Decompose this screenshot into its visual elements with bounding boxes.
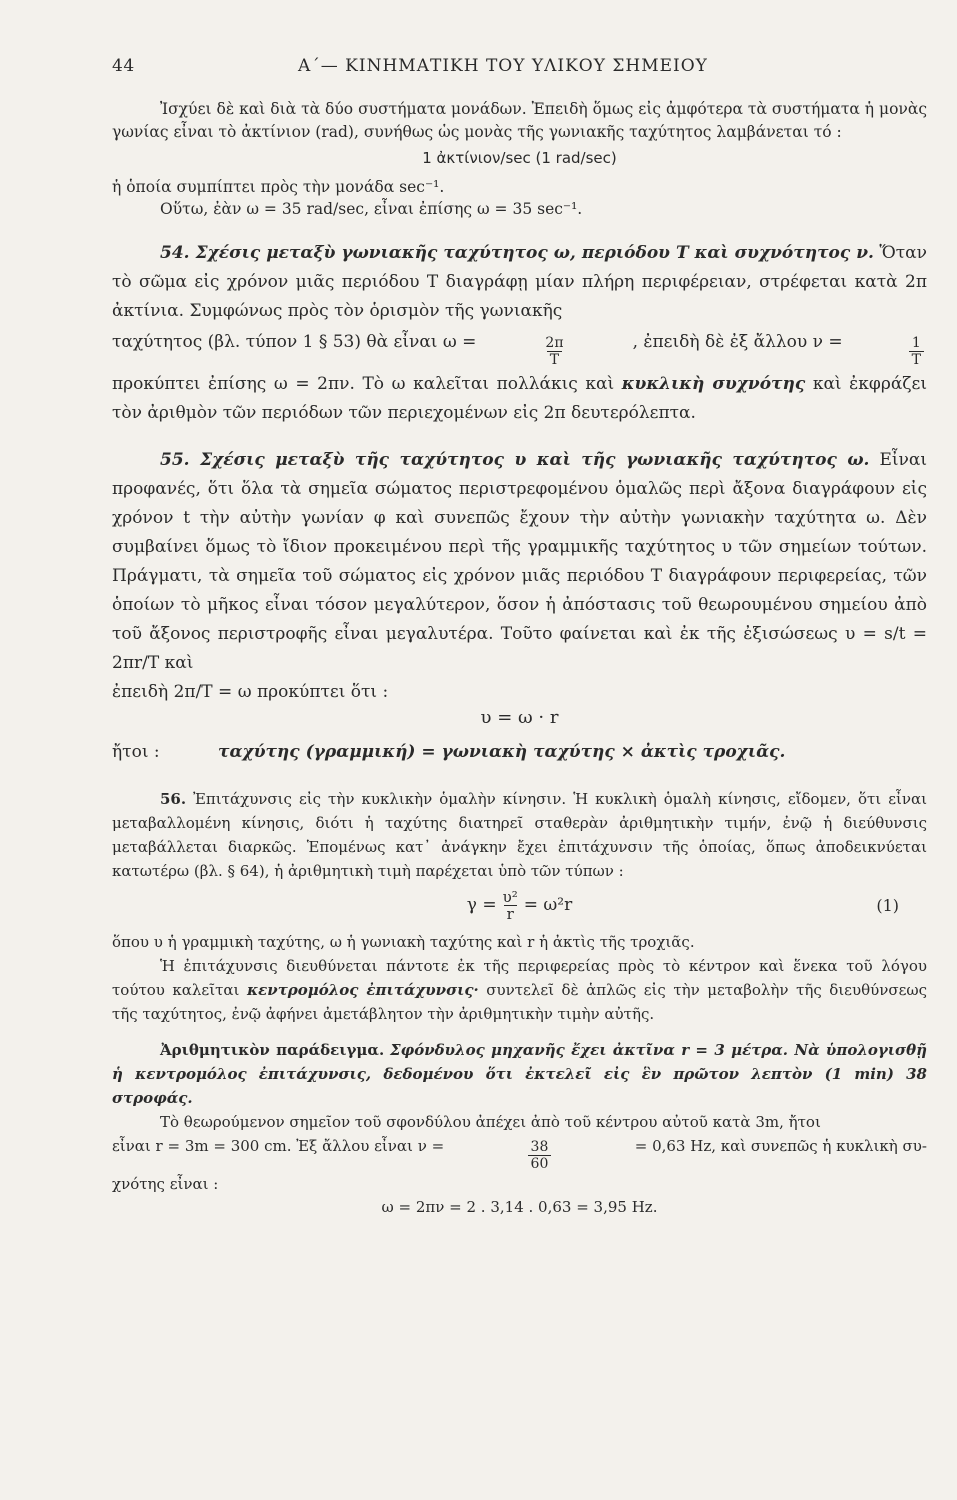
section-54 [112, 239, 927, 428]
acceleration-fraction [500, 889, 521, 922]
circular-frequency-term: κυκλικὴ συχνότης [621, 373, 806, 394]
fraction-numerator: υ² [502, 887, 518, 906]
formula-middle: , ἐπειδὴ δὲ ἐξ ἄλλου ν = [632, 331, 843, 352]
section-55-number: 55. [160, 449, 190, 470]
fraction-denominator: r [504, 905, 517, 922]
section-56-number: 56. [160, 789, 187, 808]
centripetal-term: κεντρομόλος ἐπιτάχυνσις· [246, 980, 479, 999]
rpm-fraction [528, 1139, 552, 1172]
velocity-rule-line [112, 738, 927, 767]
section-54-heading [160, 243, 874, 263]
acceleration-equation [112, 889, 927, 922]
fraction-numerator: 2π [545, 334, 564, 351]
htoi-label: ἤτοι : [112, 741, 160, 762]
formula-lead: ταχύτητος (βλ. τύπον 1 § 53) θὰ εἶναι ω = [112, 331, 477, 352]
fraction-numerator: 38 [530, 1138, 549, 1155]
velocity-equation: υ = ω · r [480, 706, 559, 728]
example-problem: Σφόνδυλος μηχανῆς ἔχει ἀκτῖνα r = 3 μέτρα. Νὰ ὑπολογισθῇ ἡ κεντρομόλος ἐπιτάχυνσις, δεδομένου ὅτι ἐκτελεῖ εἰς ἓν πρῶτον λεπτὸν (1 min) 38 στροφάς. [112, 1040, 927, 1107]
equation-right: = ω²r [523, 895, 573, 915]
numerical-example [112, 1038, 927, 1216]
equation-left: γ = [466, 895, 497, 915]
section-54-conclusion-end: καὶ ἐκφράζει τὸν ἀριθμὸν τῶν περιόδων τῶν περιεχομένων εἰς 2π δευτερόλεπτα. [112, 373, 927, 423]
section-54-formula-line [112, 328, 927, 368]
centripetal-text: Ἡ ἐπιτάχυνσις διευθύνεται πάντοτε ἐκ τῆς περιφερείας πρὸς τὸ κέντρον καὶ ἕνεκα τοῦ λόγου τούτου καλεῖται [112, 956, 927, 999]
page-number: 44 [112, 56, 135, 76]
example-solution-part: εἶναι r = 3m = 300 cm. Ἐξ ἄλλου εἶναι ν = [112, 1136, 445, 1155]
section-55-heading [160, 450, 869, 470]
unit-definition: 1 ἀκτίνιον/sec (1 rad/sec) [422, 149, 617, 167]
section-54-number: 54. [160, 242, 190, 263]
omega-fraction [542, 335, 566, 368]
equation-number: (1) [876, 895, 899, 915]
section-56 [112, 787, 927, 1026]
intro-example: Οὕτω, ἐὰν ω = 35 rad/sec, εἶναι ἐπίσης ω = 35 sec⁻¹. [160, 200, 583, 218]
section-55-text-end: ἐπειδὴ 2π/T = ω προκύπτει ὅτι : [112, 681, 389, 702]
fraction-denominator: 60 [528, 1155, 552, 1172]
section-55-title: Σχέσις μεταξὺ τῆς ταχύτητος υ καὶ τῆς γωνιακῆς ταχύτητος ω. [200, 449, 870, 470]
example-fraction-line [112, 1134, 927, 1172]
page-header [112, 56, 927, 76]
velocity-rule: ταχύτης (γραμμική) = γωνιακὴ ταχύτης × ἀκτὶς τροχιᾶς. [218, 741, 786, 762]
frequency-fraction [909, 335, 924, 368]
intro-note: ἡ ὁποία συμπίπτει πρὸς τὴν μονάδα sec⁻¹. [112, 177, 445, 196]
fraction-numerator: 1 [911, 334, 921, 351]
section-54-conclusion: προκύπτει ἐπίσης ω = 2πν. Τὸ ω καλεῖται πολλάκις καὶ [112, 373, 615, 394]
section-56-text: Ἡ κυκλικὴ ὁμαλὴ κίνησις, εἴδομεν, ὅτι εἶναι μεταβαλλομένη κίνησις, διότι ἡ ταχύτης διατηρεῖ σταθερὰν ἀριθμητικὴν τιμήν, ἐνῷ ἡ διεύθυνσις μεταβάλλεται διαρκῶς. Ἑπομένως κατ᾽ ἀνάγκην ἔχει ἐπιτάχυνσιν τῆς ὁποίας, ὅπως ἀποδεικνύεται κατωτέρω (βλ. § 64), ἡ ἀριθμητικὴ τιμὴ παρέχεται ὑπὸ τῶν τύπων : [112, 789, 927, 880]
fraction-denominator: T [909, 351, 924, 368]
running-title: Α΄— ΚΙΝΗΜΑΤΙΚΗ ΤΟΥ ΥΛΙΚΟΥ ΣΗΜΕΙΟΥ [298, 56, 708, 76]
example-solution-rest: = 0,63 Hz, καὶ συνεπῶς ἡ κυκλικὴ συ- [634, 1136, 927, 1155]
variables-explanation: ὅπου υ ἡ γραμμικὴ ταχύτης, ω ἡ γωνιακὴ ταχύτης καὶ r ἡ ἀκτὶς τῆς τροχιᾶς. [112, 932, 695, 951]
example-result-equation: ω = 2πν = 2 . 3,14 . 0,63 = 3,95 Hz. [381, 1197, 658, 1216]
centripetal-text-end: συντελεῖ δὲ ἁπλῶς εἰς τὴν μεταβολὴν τῆς διευθύνσεως τῆς ταχύτητος, ἐνῷ ἀφήνει ἀμετάβλητον τὴν ἀριθμητικὴν τιμὴν αὐτῆς. [112, 980, 927, 1023]
section-55 [112, 446, 927, 767]
intro-paragraph: Ἰσχύει δὲ καὶ διὰ τὰ δύο συστήματα μονάδων. Ἐπειδὴ ὅμως εἰς ἀμφότερα τὰ συστήματα ἡ μονὰς γωνίας εἶναι τὸ ἀκτίνιον (rad), συνήθως ὡς μονὰς τῆς γωνιακῆς ταχύτητος λαμβάνεται τό : [112, 100, 927, 141]
section-54-text: Ὅταν τὸ σῶμα εἰς χρόνον μιᾶς περιόδου T διαγράφῃ μίαν πλήρη περιφέρειαν, στρέφεται κατὰ 2π ἀκτίνια. Συμφώνως πρὸς τὸν ὁρισμὸν τῆς γωνιακῆς [112, 242, 927, 321]
section-55-text: Εἶναι προφανές, ὅτι ὅλα τὰ σημεῖα σώματος περιστρεφομένου ὁμαλῶς περὶ ἄξονα διαγράφουν εἰς χρόνον t τὴν αὐτὴν γωνίαν φ καὶ συνεπῶς ἔχουν τὴν αὐτὴν γωνιακὴν ταχύτητα ω. Δὲν συμβαίνει ὅμως τὸ ἴδιον προκειμένου περὶ τῆς γραμμικῆς ταχύτητος υ τῶν σημείων τούτων. Πράγματι, τὰ σημεῖα τοῦ σώματος εἰς χρόνον μιᾶς περιόδου T διαγράφουν περιφερείας, τῶν ὁποίων τὸ μῆκος εἶναι τόσον μεγαλύτερον, ὅσον ἡ ἀπόστασις τοῦ θεωρουμένου σημείου ἀπὸ τοῦ ἄξονος περιστροφῆς εἶναι μεγαλυτέρα. Τοῦτο φαίνεται καὶ ἐκ τῆς ἐξισώσεως υ = s/t = 2πr/T καὶ [112, 449, 928, 673]
section-54-title: Σχέσις μεταξὺ γωνιακῆς ταχύτητος ω, περιόδου T καὶ συχνότητος ν. [195, 242, 874, 263]
section-56-title: Ἐπιτάχυνσις εἰς τὴν κυκλικὴν ὁμαλὴν κίνησιν. [193, 789, 567, 808]
example-solution: Τὸ θεωρούμενον σημεῖον τοῦ σφονδύλου ἀπέχει ἀπὸ τοῦ κέντρου αὐτοῦ κατὰ 3m, ἤτοι [160, 1112, 821, 1131]
example-solution-end: χνότης εἶναι : [112, 1174, 219, 1193]
example-label: Ἀριθμητικὸν παράδειγμα. [160, 1040, 385, 1059]
fraction-denominator: T [547, 351, 562, 368]
